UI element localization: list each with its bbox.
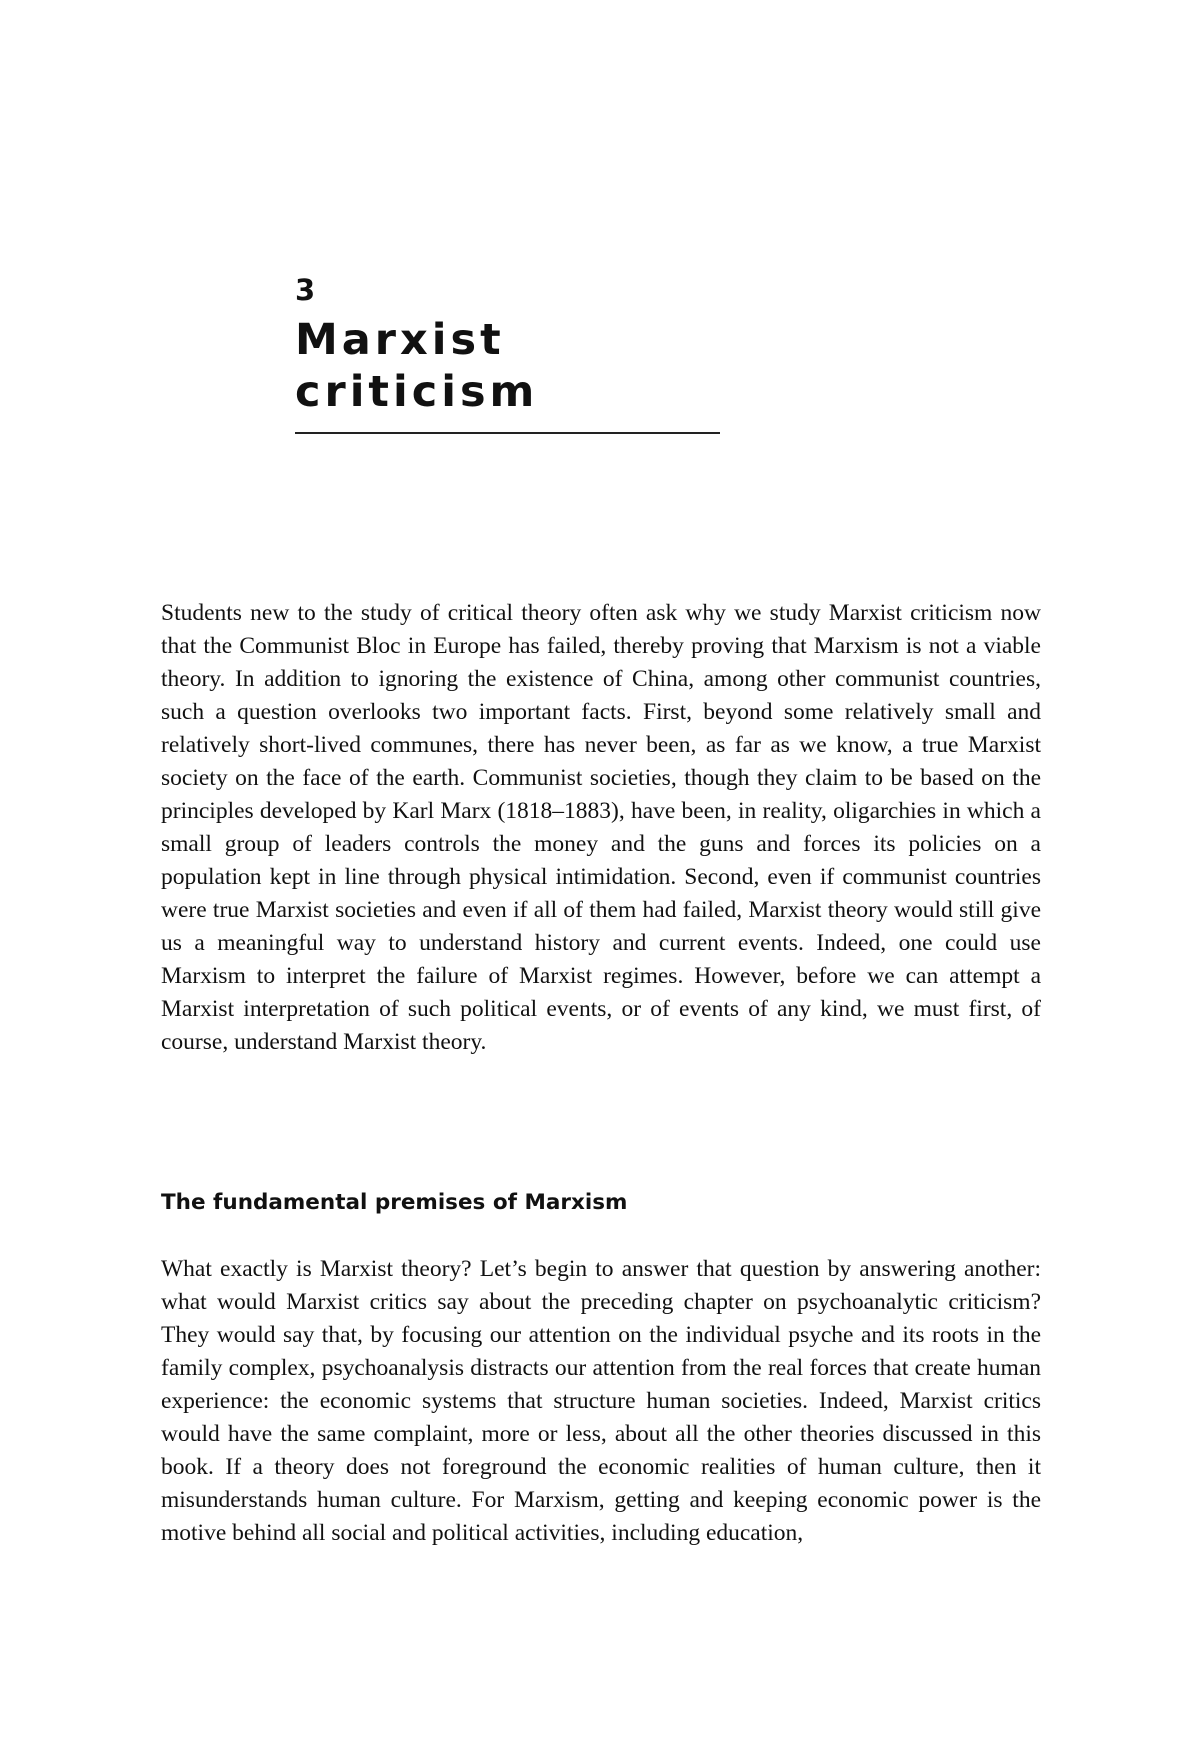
section-paragraph: What exactly is Marxist theory? Let’s begin to answer that question by answering another: what would Marxist critics say about the preceding chapter on psychoanalytic criticism? They would say that, by focusing our attention on the individual psyche and its roots in the family complex, psychoanalysis distracts our attention from the real forces that create human experience: the economic systems that structure human societies. Indeed, Marxist critics would have the same complaint, more or less, about all the other theories discussed in this book. If a theory does not foreground the economic realities of human culture, then it misunderstands human culture. For Marxism, getting and keeping economic power is the motive behind all social and political activities, including education,: [161, 1256, 1041, 1546]
section-heading: The fundamental premises of Marxism: [161, 1190, 628, 1215]
chapter-title: Marxist criticism: [295, 314, 720, 434]
intro-paragraph: Students new to the study of critical theory often ask why we study Marxist criticism now that the Communist Bloc in Europe has failed, thereby proving that Marxism is not a viable theory. In addition to ignoring the existence of China, among other communist countries, such a question overlooks two important facts. First, beyond some relatively small and relatively short-lived communes, there has never been, as far as we know, a true Marxist society on the face of the earth. Communist societies, though they claim to be based on the principles developed by Karl Marx (1818–1883), have been, in reality, oligarchies in which a small group of leaders controls the money and the guns and forces its policies on a population kept in line through physical intimidation. Second, even if communist countries were true Marxist societies and even if all of them had failed, Marxist theory would still give us a meaningful way to understand history and current events. Indeed, one could use Marxism to interpret the failure of Marxist regimes. However, before we can attempt a Marxist interpretation of such political events, or of events of any kind, we must first, of course, understand Marxist theory.: [161, 600, 1041, 1055]
chapter-header: [295, 272, 725, 434]
chapter-number: 3: [295, 273, 316, 307]
